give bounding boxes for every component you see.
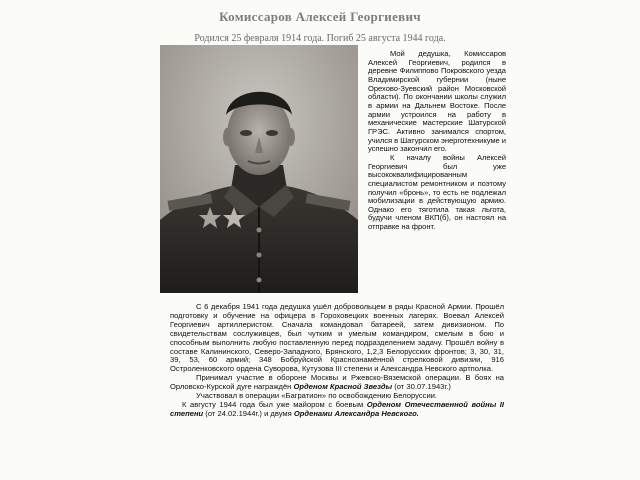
service-paragraph-2-end: (от 30.07.1943г.) (392, 382, 451, 392)
portrait-photo (160, 45, 358, 293)
service-main-text (170, 303, 504, 419)
biography-side-text (368, 50, 506, 232)
service-paragraph-4-middle: (от 24.02.1944г.) и двумя (203, 408, 294, 418)
service-paragraph-4 (170, 401, 504, 419)
service-paragraph-1: С 6 декабря 1941 года дедушка ушёл добровольцем в ряды Красной Армии. Прошёл подготовку и обучение на офицера в Гороховецких военных лагерях. Воевал Алексей Георгиевич артиллеристом. Сначала командовал батареей, затем дивизионом. По свидетельствам сослуживцев, был чутким и умелым командиром, смелым в бою и способным выполнить любую поставленную перед подразделением задачу. Прошёл войну в составе Калининского, Северо-Западного, Брянского, 1,2,3 Белорусских фронтов; 3, 30, 31, 39, 53, 60 армий; 348 Бобруйской Краснознамённой стрелковой дивизии, 916 Остроленковского ордена Суворова, Кутузова III степени и Александра Невского артполка. (170, 302, 504, 374)
service-paragraph-2-start: Принимал участие в обороне Москвы и Ржевско-Вяземской операции. В боях на Орловско-Курской дуге награждён (170, 373, 504, 392)
award-alexander-nevsky: Орденами Александра Невского. (293, 408, 419, 418)
award-red-star: Орденом Красной Звезды (293, 382, 393, 392)
service-paragraph-3: Участвовал в операции «Багратион» по освобождению Белоруссии. (196, 391, 438, 401)
bio-paragraph-1: Мой дедушка, Комиссаров Алексей Георгиевич, родился в деревне Филиппово Покровского уезда Владимирской губернии (ныне Орехово-Зуевский район Московской области). По окончании школы служил в армии на Дальнем Востоке. После армии устроился на работу в механические мастерские Шатурской ГРЭС. Активно занимался спортом, учился в Шатурском энерготехникуме и успешно закончил его. (368, 49, 506, 154)
page-title: Комиссаров Алексей Георгиевич (219, 9, 421, 24)
service-paragraph-4-start: К августу 1944 года был уже майором с боевым (182, 399, 367, 409)
award-patriotic-war: Орденом Отечественной войны II степени (170, 399, 504, 418)
service-paragraph-2 (170, 374, 504, 392)
bio-paragraph-2: К началу войны Алексей Георгиевич был уже высококвалифицированным специалистом ремонтником и поэтому получил «бронь», то есть не подлежал мобилизации в действующую армию. Однако его тяготила такая льгота, будучи членом ВКП(б), он настоял на отправке на фронт. (368, 152, 506, 232)
page-subtitle: Родился 25 февраля 1914 года. Погиб 25 августа 1944 года. (194, 33, 446, 44)
